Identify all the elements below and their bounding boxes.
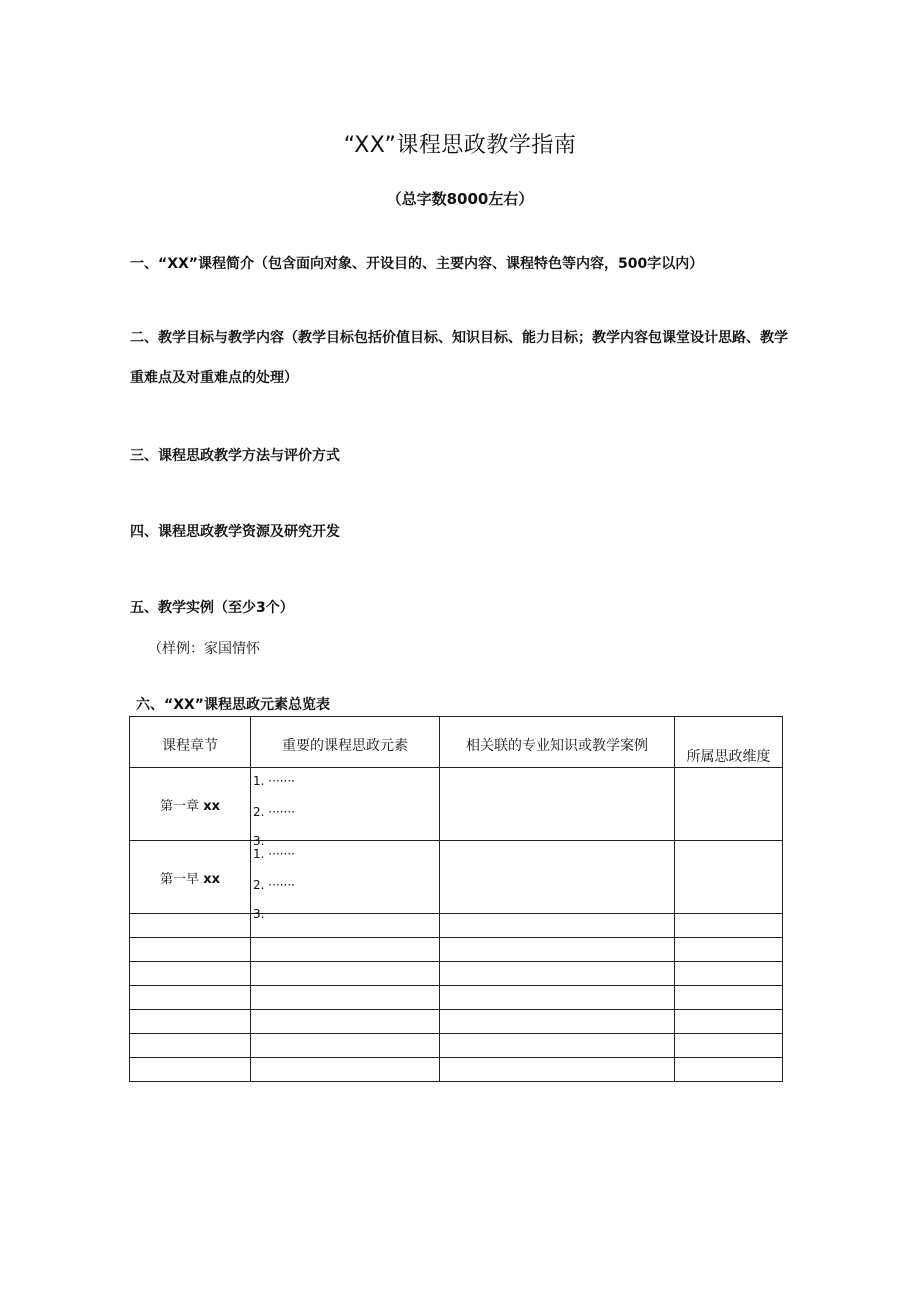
empty-row <box>130 1034 783 1058</box>
section-3-heading: 三、课程思政教学方法与评价方式 <box>130 448 340 464</box>
dimension-cell <box>675 841 783 914</box>
element-item: 3. <box>253 907 265 921</box>
table-header-row <box>130 717 783 768</box>
overview-table <box>129 716 783 1082</box>
knowledge-cell <box>440 768 675 841</box>
elements-cell <box>251 768 440 848</box>
chapter-cell: 第一早 xx <box>130 841 251 914</box>
empty-row <box>130 914 783 938</box>
header-dimension: 所属思政维度 <box>675 717 783 768</box>
empty-row <box>130 962 783 986</box>
empty-row <box>130 1058 783 1082</box>
page-title: “XX”课程思政教学指南 <box>343 133 577 158</box>
page-subtitle: （总字数8000左右） <box>386 190 534 208</box>
table-row <box>130 768 783 841</box>
header-knowledge: 相关联的专业知识或教学案例 <box>440 717 675 768</box>
dimension-cell <box>675 768 783 841</box>
empty-row <box>130 938 783 962</box>
empty-row <box>130 986 783 1010</box>
table-title: 六、“XX”课程思政元素总览表 <box>136 697 330 713</box>
section-2-heading: 二、教学目标与教学内容（教学目标包括价值目标、知识目标、能力目标；教学内容包课堂设计思路、教学重难点及对重难点的处理） <box>130 330 788 386</box>
example-note: （样例：家国情怀 <box>148 641 260 657</box>
empty-row <box>130 1010 783 1034</box>
knowledge-cell <box>440 841 675 914</box>
chapter-cell: 第一章 xx <box>130 768 251 841</box>
element-item: 1. ······· <box>253 774 295 788</box>
table-row <box>130 841 783 914</box>
section-4-heading: 四、课程思政教学资源及研究开发 <box>130 524 340 540</box>
element-item: 2. ······· <box>253 805 295 819</box>
element-item: 3. <box>253 834 265 848</box>
header-elements: 重要的课程思政元素 <box>251 717 440 768</box>
element-item: 1. ······· <box>253 847 295 861</box>
section-5-heading: 五、教学实例（至少3个） <box>130 600 294 616</box>
elements-cell <box>251 841 440 921</box>
header-chapter: 课程章节 <box>130 717 251 768</box>
element-item: 2. ······· <box>253 878 295 892</box>
section-1-heading: 一、“XX”课程简介（包含面向对象、开设目的、主要内容、课程特色等内容，500字以内） <box>130 256 704 272</box>
